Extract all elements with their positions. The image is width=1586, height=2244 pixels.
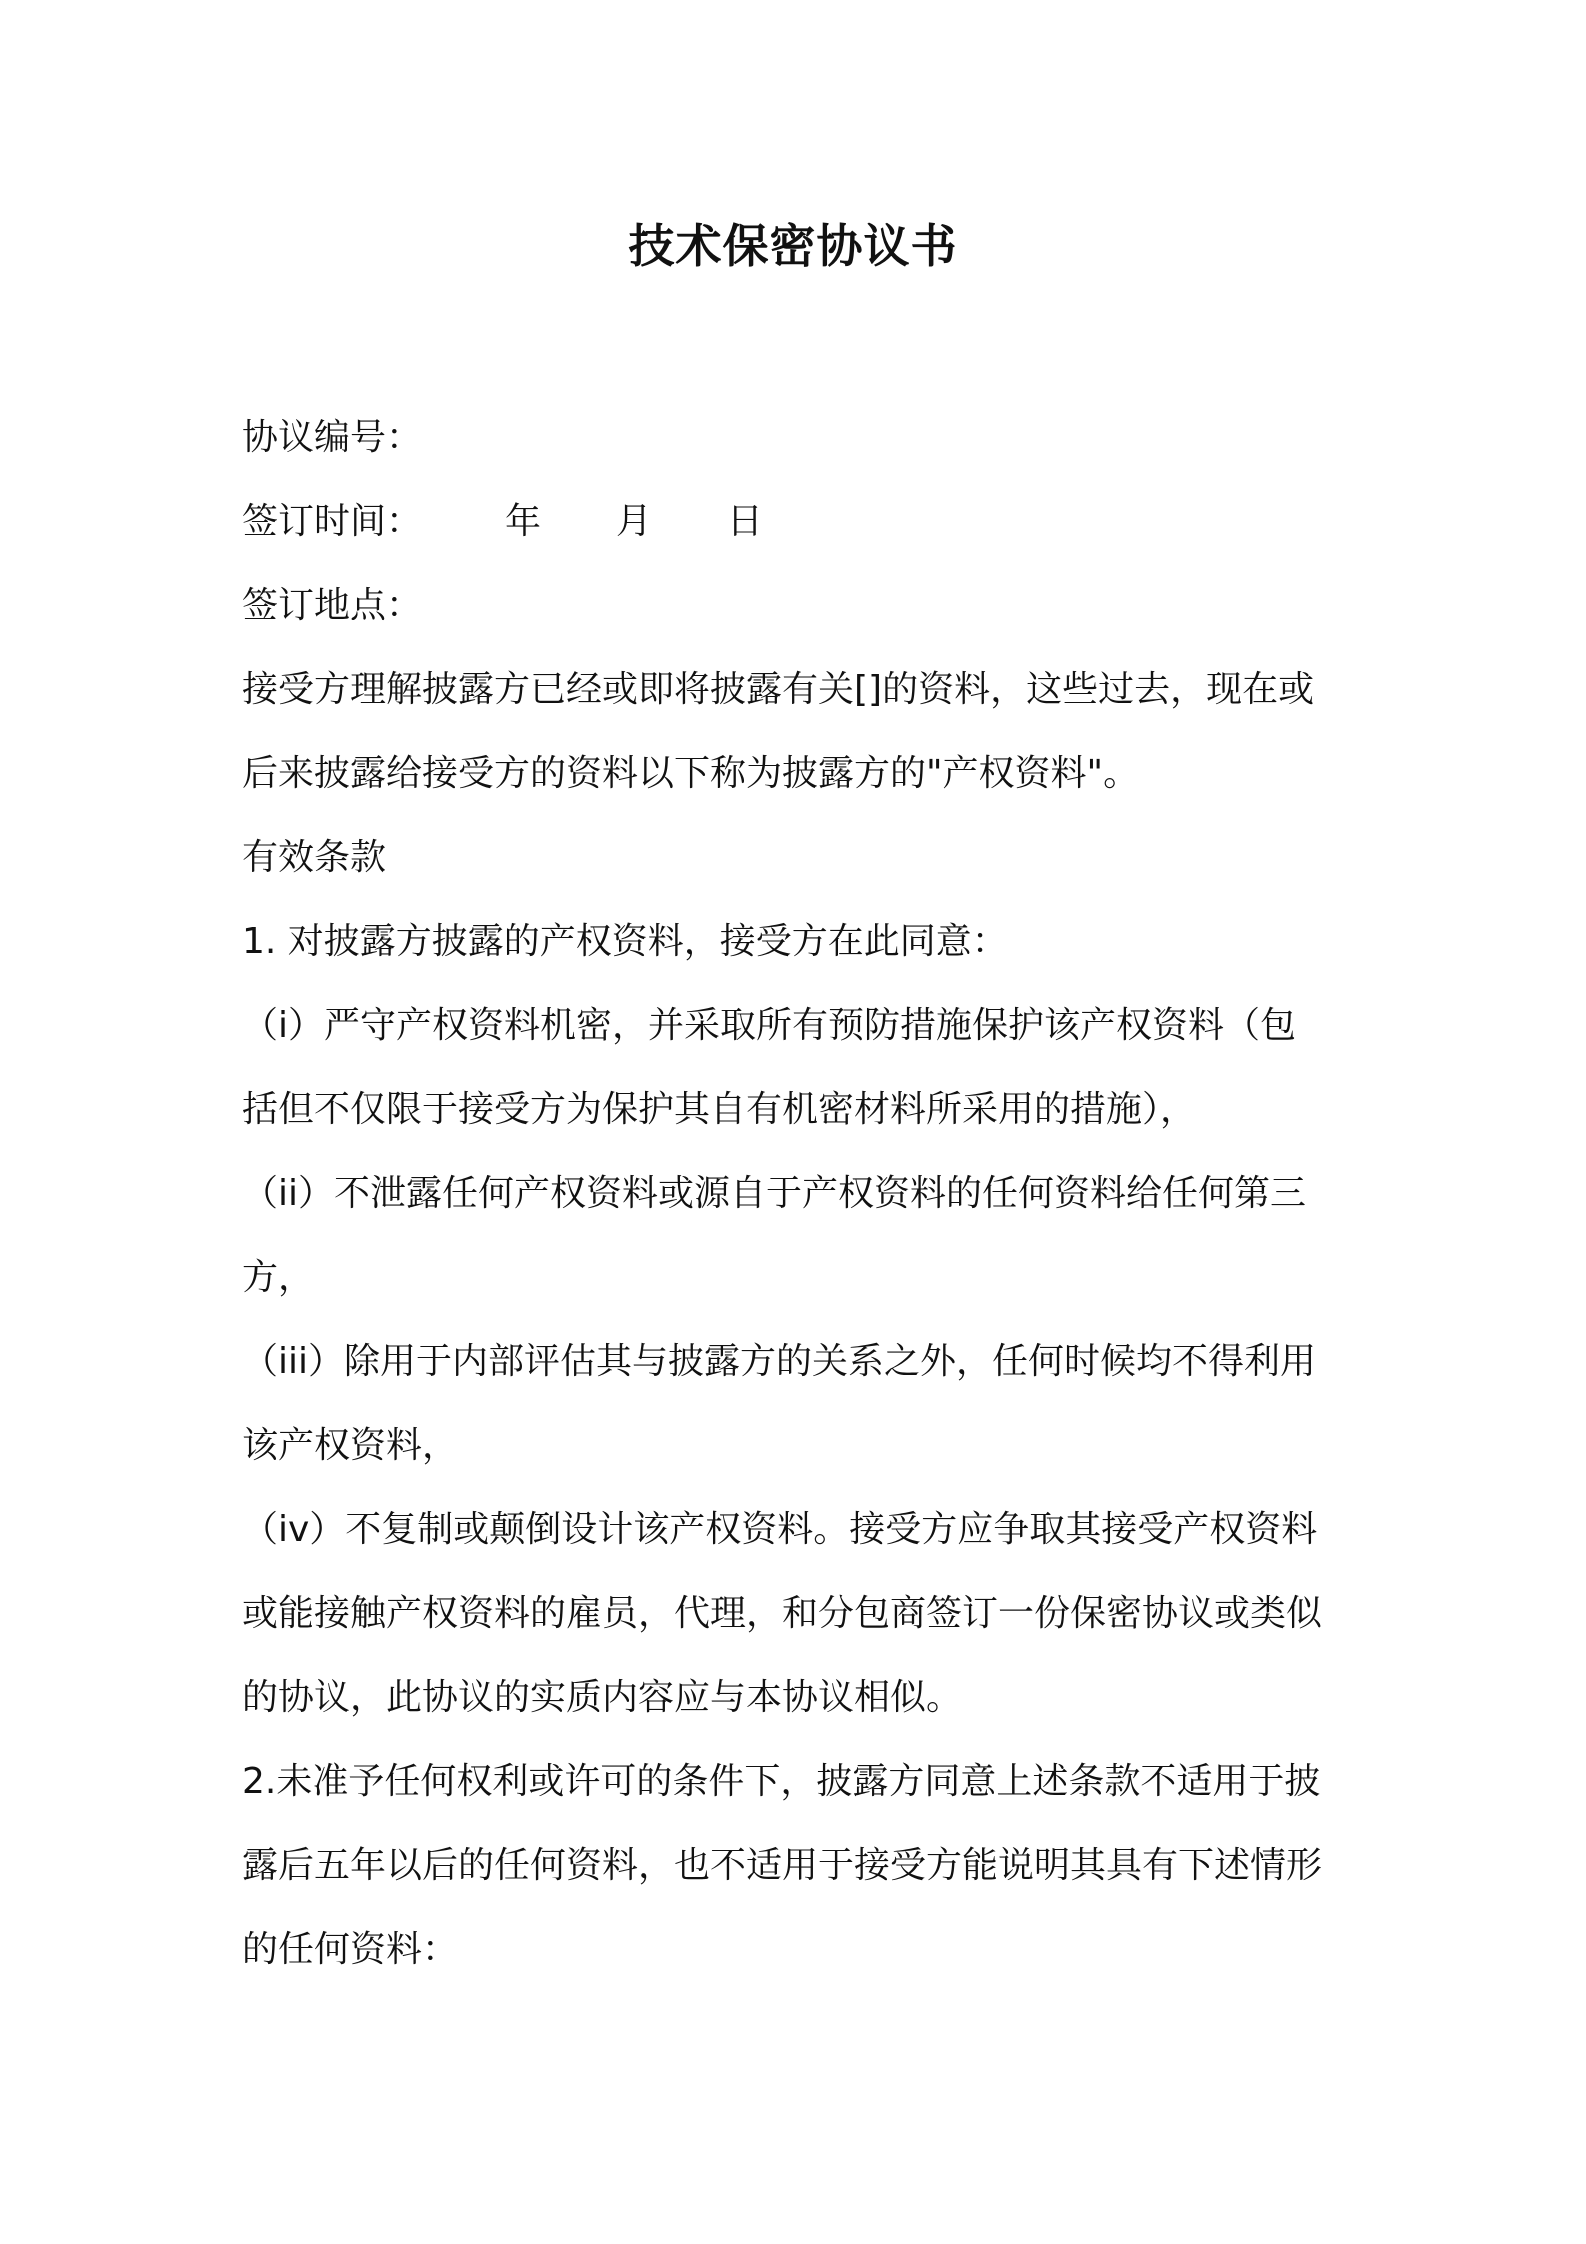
sign-place-label: 签订地点：: [242, 585, 423, 626]
date-day-label: 日: [726, 501, 763, 542]
clause-1-iv-line-2: 或能接触产权资料的雇员，代理，和分包商签订一份保密协议或类似: [242, 1593, 1323, 1634]
clause-1-iv-line-3: 的协议，此协议的实质内容应与本协议相似。: [242, 1677, 963, 1718]
clause-1-iii-line-2: 该产权资料，: [242, 1425, 459, 1466]
clause-1-i-line-2: 括但不仅限于接受方为保护其自有机密材料所采用的措施），: [242, 1089, 1197, 1130]
clause-1-i-line-1: （i）严守产权资料机密，并采取所有预防措施保护该产权资料（包: [242, 1005, 1297, 1046]
sign-date-fields: [505, 492, 763, 552]
intro-line-1: 接受方理解披露方已经或即将披露有关[]的资料，这些过去，现在或: [242, 669, 1315, 710]
clause-1-iii-line-1: （iii）除用于内部评估其与披露方的关系之外，任何时候均不得利用: [242, 1341, 1317, 1382]
clause-2-line-2: 露后五年以后的任何资料，也不适用于接受方能说明其具有下述情形: [242, 1845, 1323, 1886]
clause-2-line-1: 2.未准予任何权利或许可的条件下，披露方同意上述条款不适用于披: [242, 1761, 1321, 1802]
section-heading: 有效条款: [242, 837, 387, 878]
clause-1-line-1: 1. 对披露方披露的产权资料，接受方在此同意：: [242, 921, 1008, 962]
clause-1-ii-line-2: 方，: [242, 1257, 315, 1298]
date-year-label: 年: [505, 501, 542, 542]
clause-1-iv-line-1: （iv）不复制或颠倒设计该产权资料。接受方应争取其接受产权资料: [242, 1509, 1318, 1550]
clause-2-line-3: 的任何资料：: [242, 1929, 459, 1970]
date-month-label: 月: [615, 501, 652, 542]
clause-1-ii-line-1: （ii）不泄露任何产权资料或源自于产权资料的任何资料给任何第三: [242, 1173, 1307, 1214]
intro-line-2: 后来披露给接受方的资料以下称为披露方的"产权资料"。: [242, 753, 1140, 794]
agreement-no-label: 协议编号：: [242, 417, 423, 458]
document-title: 技术保密协议书: [628, 219, 958, 273]
sign-time-label: 签订时间：: [242, 501, 423, 542]
